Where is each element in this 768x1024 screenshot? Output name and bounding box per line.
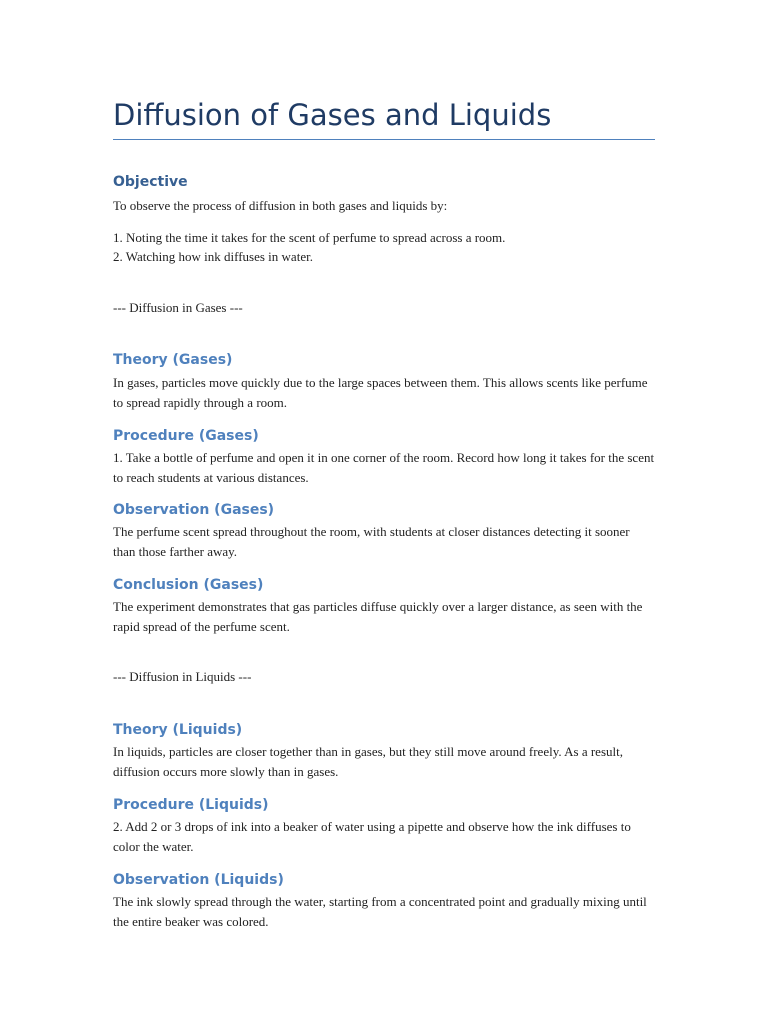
- document-title: Diffusion of Gases and Liquids: [113, 98, 552, 132]
- procedure-liquids-text: 2. Add 2 or 3 drops of ink into a beaker of water using a pipette and observe how the ink diffuses to color the water.: [113, 819, 631, 854]
- objective-item-2: 2. Watching how ink diffuses in water.: [113, 249, 313, 264]
- title-underline: [113, 139, 655, 140]
- objective-intro: To observe the process of diffusion in both gases and liquids by:: [113, 198, 448, 213]
- objective-heading: Objective: [113, 174, 188, 190]
- procedure-liquids-heading: Procedure (Liquids): [113, 797, 269, 813]
- theory-gases-heading: Theory (Gases): [113, 352, 233, 368]
- liquids-divider: --- Diffusion in Liquids ---: [113, 669, 252, 684]
- objective-item-1: 1. Noting the time it takes for the scent of perfume to spread across a room.: [113, 230, 506, 245]
- conclusion-gases-heading: Conclusion (Gases): [113, 577, 264, 593]
- observation-gases-text: The perfume scent spread throughout the room, with students at closer distances detecting it sooner than those farther away.: [113, 524, 630, 559]
- observation-liquids-text: The ink slowly spread through the water, starting from a concentrated point and gradually mixing until the entire beaker was colored.: [113, 894, 647, 929]
- theory-liquids-text: In liquids, particles are closer together than in gases, but they still move around freely. As a result, diffusion occurs more slowly than in gases.: [113, 744, 623, 779]
- observation-liquids-heading: Observation (Liquids): [113, 872, 284, 888]
- procedure-gases-heading: Procedure (Gases): [113, 428, 259, 444]
- theory-gases-text: In gases, particles move quickly due to the large spaces between them. This allows scents like perfume to spread rapidly through a room.: [113, 375, 648, 410]
- gases-divider: --- Diffusion in Gases ---: [113, 300, 243, 315]
- theory-liquids-heading: Theory (Liquids): [113, 722, 243, 738]
- procedure-gases-text: 1. Take a bottle of perfume and open it in one corner of the room. Record how long it takes for the scent to reach students at various distances.: [113, 450, 655, 485]
- conclusion-gases-text: The experiment demonstrates that gas particles diffuse quickly over a larger distance, as seen with the rapid spread of the perfume scent.: [113, 599, 643, 634]
- observation-gases-heading: Observation (Gases): [113, 502, 275, 518]
